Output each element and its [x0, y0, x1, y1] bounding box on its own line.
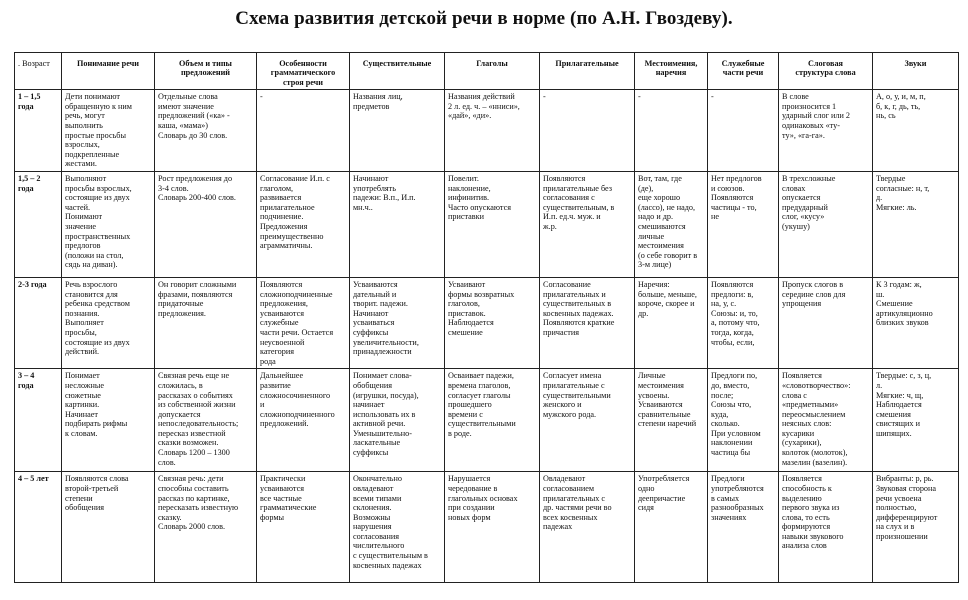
- table-cell: Нет предлогов и союзов. Появляются частицы - то, не: [708, 171, 779, 277]
- header-cell-age: . Возраст: [15, 53, 62, 90]
- table-cell: Начинают употреблять падежи: В.п., И.п. мн.ч..: [350, 171, 445, 277]
- table-cell: Вибранты: р, рь. Звуковая сторона речи усвоена полностью, дифференцируют на слух и в произношении: [873, 472, 959, 583]
- table-cell: Появляется «словотворчество»: слова с «предметными» переосмыслением неясных слов: кусарики (сухарики), колоток (молоток), мазелин (вазелин).: [779, 369, 873, 472]
- table-row: [15, 90, 959, 172]
- table-cell: Выполняют просьбы взрослых, состоящие из двух частей. Понимают значение пространственных предлогов (положи на стол, сядь на диван).: [62, 171, 155, 277]
- table-cell: Усваиваются дательный и творит. падежи. Начинают усваиваться суффиксы увеличительности, принадлежности: [350, 277, 445, 368]
- table-cell: Согласование прилагательных и существительных в косвенных падежах. Появляются краткие причастия: [540, 277, 635, 368]
- table-cell: Дальнейшее развитие сложносочиненного и сложноподчиненного предложений.: [257, 369, 350, 472]
- table-cell: Личные местоимения усвоены. Усваиваются сравнительные степени наречий: [635, 369, 708, 472]
- table-cell: Названия лиц, предметов: [350, 90, 445, 172]
- table-cell: Связная речь еще не сложилась, в рассказах о событиях из собственной жизни допускается непоследовательность; пересказ известной сказки возможен. Словарь 1200 – 1300 слов.: [155, 369, 257, 472]
- table-cell: А, о, у, и, м, п, б, к, г, дь, ть, нь, сь: [873, 90, 959, 172]
- age-cell: 1 – 1,5 года: [15, 90, 62, 172]
- table-cell: Отдельные слова имеют значение предложений («ка» - каша, «мама») Словарь до 30 слов.: [155, 90, 257, 172]
- table-cell: Осваивает падежи, времена глаголов, согласует глаголы прошедшего времени с существительными в роде.: [445, 369, 540, 472]
- table-cell: Овладевают согласованием прилагательных с др. частями речи во всех косвенных падежах: [540, 472, 635, 583]
- table-cell: Понимает слова- обобщения (игрушки, посуда), начинает использовать их в активной речи. Уменьшительно- ласкательные суффиксы: [350, 369, 445, 472]
- table-cell: Наречия: больше, меньше, короче, скорее и др.: [635, 277, 708, 368]
- table-cell: Усваивают формы возвратных глаголов, приставок. Наблюдается смешение: [445, 277, 540, 368]
- table-cell: Твердые: с, з, ц, л. Мягкие: ч, щ, Наблюдается смешения свистящих и шипящих.: [873, 369, 959, 472]
- age-cell: 4 – 5 лет: [15, 472, 62, 583]
- header-cell-sounds: Звуки: [873, 53, 959, 90]
- table-cell: Употребляется одно деепричастие сидя: [635, 472, 708, 583]
- header-cell-function-words: Служебные части речи: [708, 53, 779, 90]
- table-cell: Согласование И.п. с глаголом, развивается прилагательное подчинение. Предложения преимущественно аграмматичны.: [257, 171, 350, 277]
- table-row: [15, 472, 959, 583]
- table-row: [15, 171, 959, 277]
- table-cell: Предлоги по, до, вместо, после; Союзы что, куда, сколько. При условном наклонении частица бы: [708, 369, 779, 472]
- table-cell: Нарушается чередование в глагольных основах при создании новых форм: [445, 472, 540, 583]
- table-cell: Пропуск слогов в середине слов для упрощения: [779, 277, 873, 368]
- table-cell: К 3 годам: ж, ш. Смешение артикуляционно близких звуков: [873, 277, 959, 368]
- table-cell: -: [635, 90, 708, 172]
- table-cell: Повелит. наклонение, инфинитив. Часто опускаются приставки: [445, 171, 540, 277]
- table-cell: Дети понимают обращенную к ним речь, могут выполнить простые просьбы взрослых, подкрепленные жестами.: [62, 90, 155, 172]
- table-cell: Он говорит сложными фразами, появляются придаточные предложения.: [155, 277, 257, 368]
- speech-development-table: [14, 52, 959, 583]
- header-cell-nouns: Существительные: [350, 53, 445, 90]
- table-cell: -: [540, 90, 635, 172]
- table-cell: Названия действий 2 л. ед. ч. – «нниси», «дай», «ди».: [445, 90, 540, 172]
- table-cell: Появляется способность к выделению первого звука из слова, то есть формируются навыки звукового анализа слов: [779, 472, 873, 583]
- header-cell-verbs: Глаголы: [445, 53, 540, 90]
- table-cell: В трехсложные словах опускается предударный слог, «кусу» (укушу): [779, 171, 873, 277]
- table-cell: Связная речь: дети способны составить рассказ по картинке, пересказать известную сказку. Словарь 2000 слов.: [155, 472, 257, 583]
- header-cell-comprehension: Понимание речи: [62, 53, 155, 90]
- table-cell: Согласует имена прилагательные с существительными женского и мужского рода.: [540, 369, 635, 472]
- table-cell: Твердые согласные: н, т, д. Мягкие: ль.: [873, 171, 959, 277]
- table-cell: Появляются предлоги: в, на, у, с. Союзы: и, то, а, потому что, тогда, когда, чтобы, если,: [708, 277, 779, 368]
- table-header-row: [15, 53, 959, 90]
- header-cell-grammar: Особенности грамматического строя речи: [257, 53, 350, 90]
- table-cell: Понимает несложные сюжетные картинки. Начинает подбирать рифмы к словам.: [62, 369, 155, 472]
- table-cell: Появляются слова второй-третьей степени обобщения: [62, 472, 155, 583]
- table-cell: -: [257, 90, 350, 172]
- header-cell-syllables: Слоговая структура слова: [779, 53, 873, 90]
- header-cell-pronouns: Местоимения, наречия: [635, 53, 708, 90]
- table-cell: В слове произносится 1 ударный слог или 2 одинаковых «ту- ту», «га-га».: [779, 90, 873, 172]
- table-cell: Рост предложения до 3-4 слов. Словарь 200-400 слов.: [155, 171, 257, 277]
- table-row: [15, 277, 959, 368]
- table-cell: Речь взрослого становится для ребенка средством познания. Выполняет просьбы, состоящие из двух действий.: [62, 277, 155, 368]
- age-cell: 1,5 – 2 года: [15, 171, 62, 277]
- table-cell: -: [708, 90, 779, 172]
- age-cell: 3 – 4 года: [15, 369, 62, 472]
- table-cell: Практически усваиваются все частные грамматические формы: [257, 472, 350, 583]
- table-cell: Появляются прилагательные без согласования с существительным, в И.п. ед.ч. муж. и ж.р.: [540, 171, 635, 277]
- table-cell: Окончательно овладевают всеми типами склонения. Возможны нарушения согласования числительного с существительным в косвенных падежах: [350, 472, 445, 583]
- table-cell: Предлоги употребляются в самых разнообразных значениях: [708, 472, 779, 583]
- table-cell: Вот, там, где (де), еще хорошо (лассо), не надо, надо и др. смешиваются личные местоимения (о себе говорит в 3-м лице): [635, 171, 708, 277]
- header-cell-sentences: Объем и типы предложений: [155, 53, 257, 90]
- age-cell: 2-3 года: [15, 277, 62, 368]
- table-row: [15, 369, 959, 472]
- header-cell-adjectives: Прилагательные: [540, 53, 635, 90]
- page-title: Схема развития детской речи в норме (по А.Н. Гвоздеву).: [235, 8, 733, 29]
- table-cell: Появляются сложноподчиненные предложения, усваиваются служебные части речи. Остается неусвоенной категория рода: [257, 277, 350, 368]
